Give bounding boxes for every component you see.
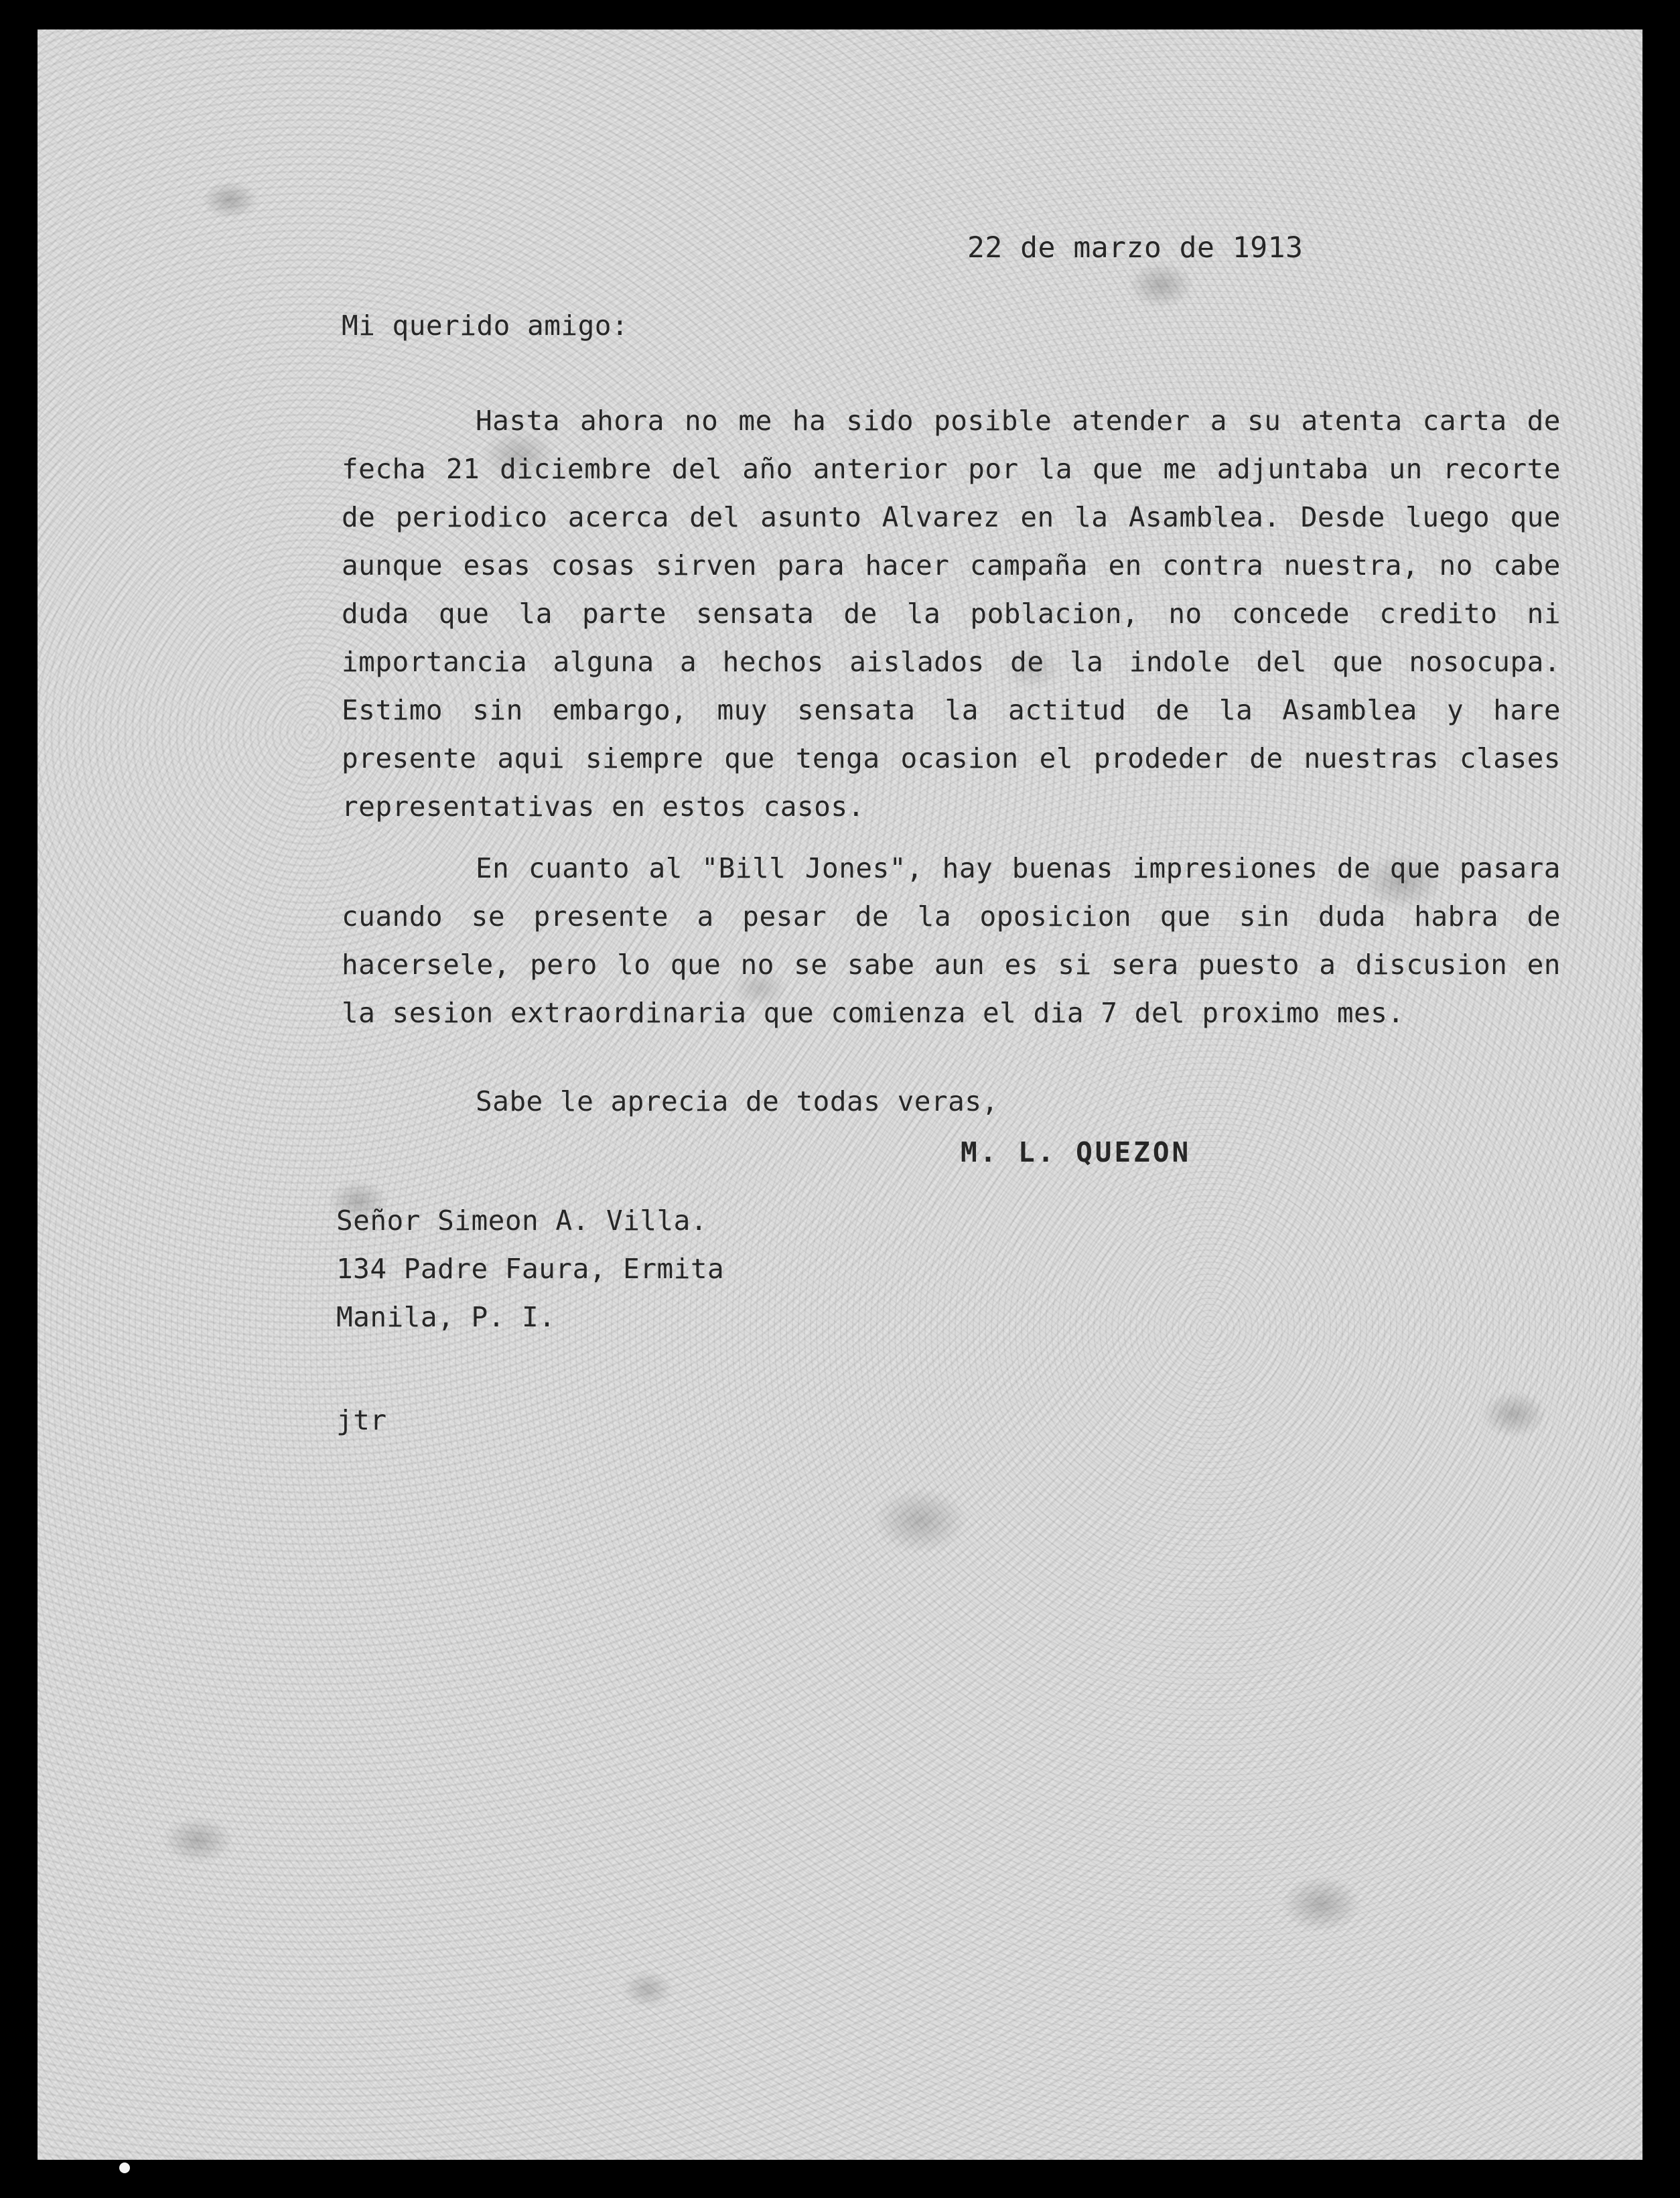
salutation: Mi querido amigo: — [342, 310, 629, 342]
closing-line: Sabe le aprecia de todas veras, — [476, 1085, 999, 1117]
paragraph-1: Hasta ahora no me ha sido posible atender a su atenta carta de fecha 21 diciembre del año anterior por la que me adjuntaba un recorte de periodico acerca del asunto Alvarez en la Asamblea. Desde luego que aunque esas cosas sirven para hacer campaña en contra nuestra, no cabe duda que la parte sensata de la poblacion, no concede credito ni importancia alguna a hechos aislados de la indole del que nosocupa. Estimo sin embargo, muy sensata la actitud de la Asamblea y hare presente aqui siempre que tenga ocasion el prodeder de nuestras clases representativas en estos casos. — [342, 405, 1561, 823]
paragraph-2: En cuanto al "Bill Jones", hay buenas impresiones de que pasara cuando se presente a pesar de la oposicion que sin duda habra de hacersele, pero lo que no se sabe aun es si sera puesto a discusion en la sesion extraordinaria que comienza el dia 7 del proximo mes. — [342, 852, 1561, 1029]
recipient-name: Señor Simeon A. Villa. — [336, 1205, 708, 1237]
recipient-address — [336, 1196, 724, 1341]
signature-name: M. L. QUEZON — [961, 1136, 1192, 1168]
film-speck — [119, 2162, 130, 2173]
letter-date: 22 de marzo de 1913 — [967, 231, 1304, 265]
letter-body — [342, 397, 1561, 1050]
letter-page — [38, 29, 1642, 2160]
typed-letter — [38, 29, 1642, 2160]
recipient-street: 134 Padre Faura, Ermita — [336, 1253, 725, 1285]
typist-initials: jtr — [336, 1404, 387, 1436]
recipient-city: Manila, P. I. — [336, 1301, 556, 1333]
